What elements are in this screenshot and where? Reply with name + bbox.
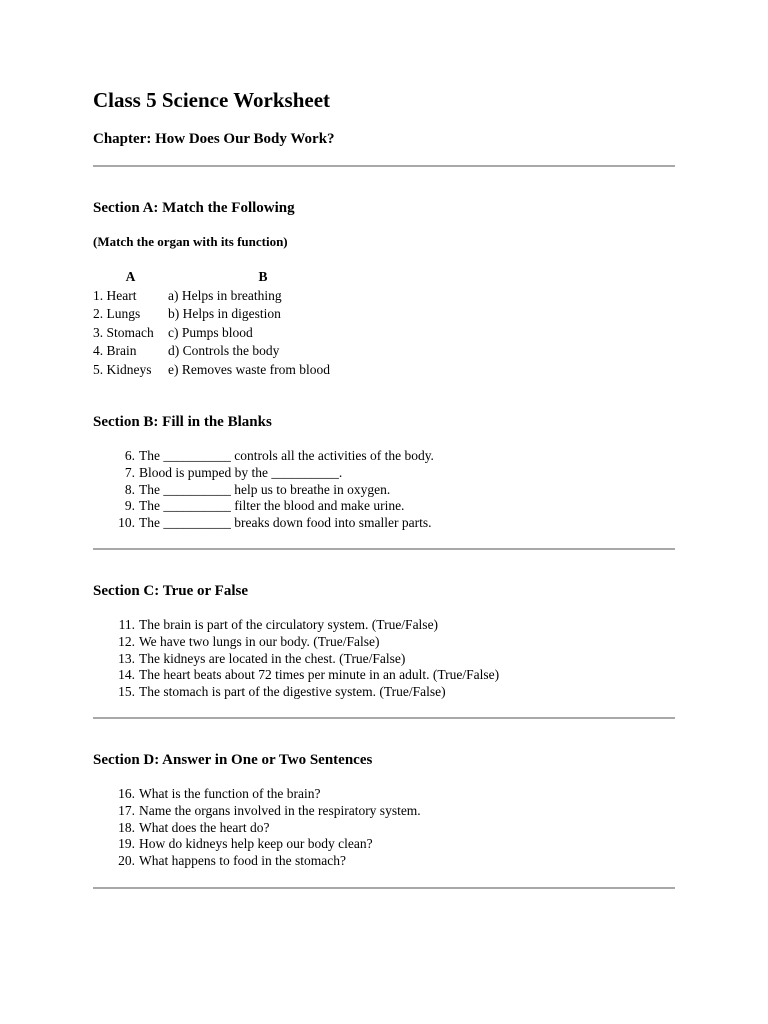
- section-a-heading: Section A: Match the Following: [93, 200, 295, 216]
- item-number: 6.: [124, 448, 135, 463]
- item-number: 18.: [118, 819, 135, 835]
- item-number: 11.: [118, 617, 135, 632]
- section-a-instruction: (Match the organ with its function): [93, 234, 288, 249]
- list-item: [93, 684, 499, 701]
- list-item: [93, 651, 499, 668]
- list-item: [93, 498, 434, 515]
- fill-blanks-list: [93, 448, 434, 532]
- match-row: [93, 342, 358, 361]
- list-item: [93, 515, 434, 532]
- divider: [93, 717, 675, 719]
- organ-cell: 5. Kidneys: [93, 361, 152, 377]
- function-cell: b) Helps in digestion: [168, 306, 281, 321]
- item-text: Name the organs involved in the respiratory system.: [139, 802, 421, 818]
- column-a-header: A: [125, 269, 136, 284]
- list-item: [93, 803, 421, 820]
- item-text: The stomach is part of the digestive system. (True/False): [139, 684, 446, 700]
- list-item: [93, 634, 499, 651]
- match-row: [93, 287, 358, 306]
- item-number: 16.: [118, 786, 135, 801]
- item-number: 15.: [118, 684, 135, 700]
- divider: [93, 165, 675, 167]
- function-cell: a) Helps in breathing: [168, 287, 282, 303]
- short-answer-list: [93, 786, 421, 870]
- item-number: 14.: [118, 667, 135, 683]
- organ-cell: 1. Heart: [93, 287, 137, 303]
- true-false-list: [93, 617, 499, 701]
- function-cell: d) Controls the body: [168, 343, 280, 358]
- item-text: The heart beats about 72 times per minute in an adult. (True/False): [139, 667, 500, 683]
- item-text: The kidneys are located in the chest. (True/False): [139, 650, 406, 666]
- list-item: [93, 836, 421, 853]
- item-number: 9.: [124, 498, 135, 514]
- item-number: 13.: [118, 650, 135, 666]
- match-row: [93, 324, 358, 343]
- item-text: We have two lungs in our body. (True/False): [139, 633, 380, 649]
- list-item: [93, 482, 434, 499]
- item-text: The brain is part of the circulatory system. (True/False): [139, 617, 439, 632]
- item-text: How do kidneys help keep our body clean?: [139, 836, 373, 852]
- item-text: Blood is pumped by the __________.: [139, 464, 343, 480]
- list-item: [93, 617, 499, 634]
- item-number: 20.: [118, 853, 135, 869]
- item-number: 12.: [118, 633, 135, 649]
- item-text: The __________ filter the blood and make urine.: [139, 498, 405, 514]
- list-item: [93, 786, 421, 803]
- item-text: The __________ breaks down food into smaller parts.: [139, 515, 432, 531]
- match-table-header-row: [93, 268, 358, 287]
- list-item: [93, 448, 434, 465]
- item-number: 19.: [118, 836, 135, 852]
- section-c-heading: Section C: True or False: [93, 583, 248, 599]
- item-number: 10.: [118, 515, 135, 531]
- page-title: Class 5 Science Worksheet: [93, 88, 331, 112]
- item-text: What happens to food in the stomach?: [139, 853, 346, 869]
- list-item: [93, 465, 434, 482]
- section-b-heading: Section B: Fill in the Blanks: [93, 414, 272, 430]
- list-item: [93, 820, 421, 837]
- section-d-heading: Section D: Answer in One or Two Sentences: [93, 752, 373, 768]
- item-number: 17.: [118, 802, 135, 818]
- divider: [93, 548, 675, 550]
- organ-cell: 2. Lungs: [93, 306, 141, 321]
- item-text: What does the heart do?: [139, 819, 270, 835]
- item-text: The __________ help us to breathe in oxygen.: [139, 481, 391, 497]
- item-number: 7.: [124, 464, 135, 480]
- function-cell: c) Pumps blood: [168, 324, 253, 340]
- item-number: 8.: [124, 481, 135, 497]
- column-b-header: B: [258, 269, 268, 284]
- item-text: The __________ controls all the activities of the body.: [139, 448, 434, 463]
- list-item: [93, 853, 421, 870]
- match-row: [93, 361, 358, 380]
- list-item: [93, 667, 499, 684]
- divider: [93, 887, 675, 889]
- match-row: [93, 305, 358, 324]
- organ-cell: 4. Brain: [93, 343, 137, 358]
- function-cell: e) Removes waste from blood: [168, 361, 330, 377]
- chapter-subtitle: Chapter: How Does Our Body Work?: [93, 131, 335, 147]
- organ-cell: 3. Stomach: [93, 324, 154, 340]
- match-table: [93, 268, 358, 379]
- item-text: What is the function of the brain?: [139, 786, 321, 801]
